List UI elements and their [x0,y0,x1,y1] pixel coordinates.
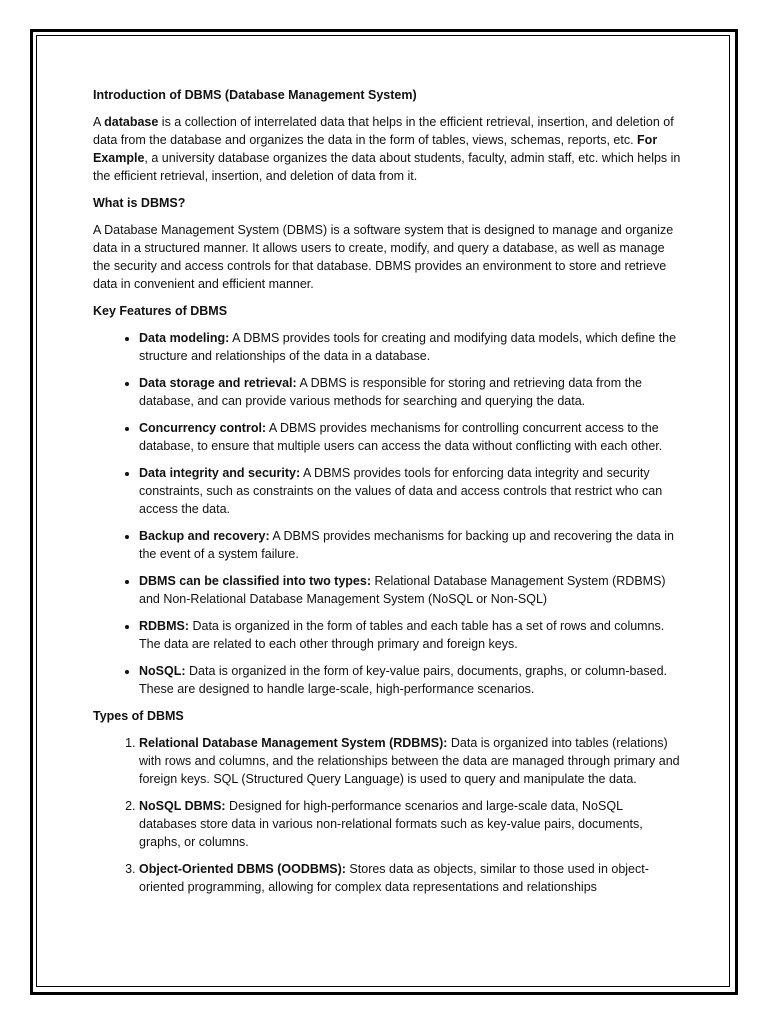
type-term: NoSQL DBMS: [139,799,226,813]
feature-term: Data modeling: [139,331,230,345]
feature-text: Data is organized in the form of tables and each table has a set of rows and columns. The data are related to each other through primary and foreign keys. [139,619,665,651]
features-heading: Key Features of DBMS [93,304,228,318]
list-item [139,617,683,653]
feature-term: NoSQL: [139,664,186,678]
feature-term: RDBMS: [139,619,189,633]
feature-term: Concurrency control: [139,421,267,435]
type-term: Object-Oriented DBMS (OODBMS): [139,862,346,876]
type-term: Relational Database Management System (RDBMS): [139,736,448,750]
what-heading: What is DBMS? [93,196,186,210]
list-item [139,527,683,563]
type-text: Stores data as objects, similar to those used in object-oriented programming, allowing for complex data representations and relationships [139,862,649,894]
feature-term: Data integrity and security: [139,466,301,480]
document-body [93,86,683,905]
intro-mid: is a collection of interrelated data that helps in the efficient retrieval, insertion, and deletion of data from the database and organizes the data in the form of tables, views, schemas, reports, etc. [93,115,674,147]
type-text: Data is organized into tables (relations) with rows and columns, and the relationships between the data are managed through primary and foreign keys. SQL (Structured Query Language) is used to query and manipulate the data. [139,736,680,786]
feature-text: Relational Database Management System (RDBMS) and Non-Relational Database Management System (NoSQL or Non-SQL) [139,574,666,606]
type-text: Designed for high-performance scenarios and large-scale data, NoSQL databases store data in various non-relational formats such as key-value pairs, documents, graphs, or columns. [139,799,643,849]
list-item [139,329,683,365]
what-paragraph: A Database Management System (DBMS) is a software system that is designed to manage and organize data in a structured manner. It allows users to create, modify, and query a database, as well as manage the security and access controls for that database. DBMS provides an environment to store and retrieve data in convenient and efficient manner. [93,223,674,291]
intro-paragraph [93,113,683,185]
intro-term-example: For Example [93,133,658,165]
document-title: Introduction of DBMS (Database Management System) [93,88,417,102]
feature-text: A DBMS provides mechanisms for backing up and recovering the data in the event of a system failure. [139,529,674,561]
feature-text: A DBMS is responsible for storing and retrieving data from the database, and can provide various methods for searching and querying the data. [139,376,643,408]
feature-text: A DBMS provides tools for enforcing data integrity and security constraints, such as constraints on the values of data and access controls that restrict who can access the data. [139,466,663,516]
feature-term: Data storage and retrieval: [139,376,297,390]
types-heading: Types of DBMS [93,709,184,723]
intro-post: , a university database organizes the data about students, faculty, admin staff, etc. which helps in the efficient retrieval, insertion, and deletion of data from it. [93,151,681,183]
list-item [139,419,683,455]
feature-term: DBMS can be classified into two types: [139,574,371,588]
types-list [93,734,683,896]
list-item [139,572,683,608]
list-item [139,797,683,851]
feature-text: A DBMS provides mechanisms for controlling concurrent access to the database, to ensure that multiple users can access the data without conflicting with each other. [139,421,663,453]
intro-term-database: database [104,115,159,129]
list-item [139,374,683,410]
list-item [139,860,683,896]
list-item [139,464,683,518]
intro-pre: A [93,115,105,129]
feature-text: A DBMS provides tools for creating and modifying data models, which define the structure and relationships of the data in a database. [139,331,677,363]
list-item [139,734,683,788]
features-list [93,329,683,698]
feature-text: Data is organized in the form of key-value pairs, documents, graphs, or column-based. These are designed to handle large-scale, high-performance scenarios. [139,664,668,696]
feature-term: Backup and recovery: [139,529,270,543]
list-item [139,662,683,698]
